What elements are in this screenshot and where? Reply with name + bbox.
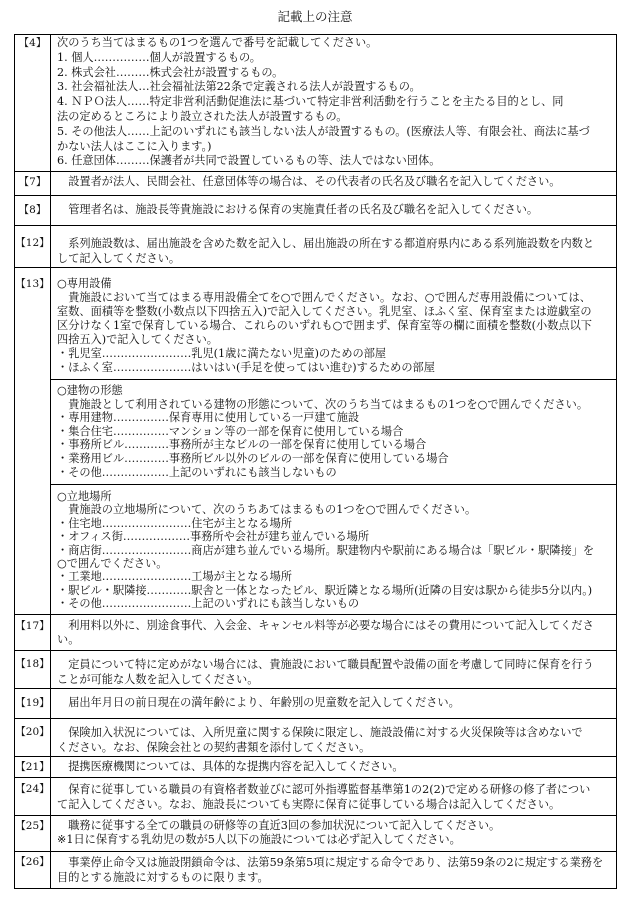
location-heading: ○立地場所: [57, 490, 112, 503]
note-13-location: [51, 485, 617, 615]
note-24-text: 保育に従事している職員の有資格者数並びに認可外指導監督基準第1の2(2)で定める研修の修了者につい て記入してください。なお、施設長についても実際に保育に従事している場合は記入してください。: [57, 783, 591, 811]
location-item: ・オフィス街………………事務所や会社が建ち並んでいる場所: [57, 530, 370, 544]
notes-table: [14, 34, 617, 889]
facilities-item: ・ほふく室…………………はいはい(手足を使ってはい進む)するための部屋: [57, 361, 435, 374]
location-item: ・工業地……………………工場が主となる場所: [57, 570, 292, 584]
note-label-8: 【8】: [15, 196, 51, 226]
note-label-13: 【13】: [15, 268, 51, 615]
note-label-19: 【19】: [15, 689, 51, 719]
note-content-26: [51, 852, 617, 889]
facilities-text: 貴施設において当てはまる専用設備全てを○で囲んでください。なお、○で囲んだ専用設備については、 室数、面積等を整数(小数点以下四捨五入)で記入してください。乳児室、ほふく室、保育室または遊戯室の 区分けなく1室で保育している場合、これらのいずれも○で囲まず、保育室等の欄に面積を整数(小数点以下 四捨五入)で記入してください。: [57, 291, 592, 346]
note-content-20: [51, 719, 617, 757]
note-20-text: 保険加入状況については、入所児童に関する保険に限定し、施設設備に対する火災保険等は含めないで ください。なお、保険会社との契約書類を添付してください。: [57, 726, 583, 754]
note-19-text: 届出年月日の前日現在の満年齢により、年齢別の児童数を記入してください。: [68, 696, 460, 709]
note-8-text: 管理者名は、施設長等貴施設における保育の実施責任者の氏名及び職名を記入してください。: [68, 203, 539, 216]
note-7-text: 設置者が法人、民間会社、任意団体等の場合は、その代表者の氏名及び職名を記入してください。: [68, 175, 561, 188]
building-heading: ○建物の形態: [57, 384, 123, 397]
location-item: ・駅ビル・駅隣接…………駅舎と一体となったビル、駅近隣となる場所(近隣の目安は駅から徒歩5分以内。): [57, 583, 593, 597]
note-content-7: [51, 172, 617, 196]
note-content-18: [51, 651, 617, 689]
option-item-2: 2. 株式会社………株式会社が設置するもの。: [57, 65, 284, 79]
location-item: ・その他……………………上記のいずれにも該当しないもの: [57, 597, 360, 611]
option-item-5: 5. その他法人……上記のいずれにも該当しない法人が設置するもの。(医療法人等、有限会社、商法に基づ かない法人はここに入ります。): [57, 124, 590, 153]
note-13-building: [51, 380, 617, 485]
building-text: 貴施設として利用されている建物の形態について、次のうち当てはまるもの1つを○で囲んでください。: [68, 397, 589, 411]
note-label-20: 【20】: [15, 719, 51, 757]
note-17-text: 利用料以外に、別途食事代、入会金、キャンセル料等が必要な場合にはその費用について記入してくださ い。: [57, 619, 594, 646]
note-label-17: 【17】: [15, 615, 51, 651]
note-content-17: [51, 615, 617, 651]
note-label-7: 【7】: [15, 172, 51, 196]
note-label-25: 【25】: [15, 816, 51, 852]
note-21-text: 提携医療機関については、具体的な提携内容を記入してください。: [68, 760, 404, 773]
note-content-21: [51, 757, 617, 778]
option-item-3: 3. 社会福祉法人…社会福祉法第22条で定義される法人が設置するもの。: [57, 80, 421, 94]
note-content-12: [51, 226, 617, 268]
note-content-25: [51, 816, 617, 852]
note-12-text: 系列施設数は、届出施設を含めた数を記入し、届出施設の所在する都道府県内にある系列施設数を内数と して記入してください。: [57, 237, 595, 265]
building-item: ・専用建物……………保育専用に使用している一戸建て施設: [57, 411, 360, 425]
note-content-4: [51, 35, 617, 172]
note-label-18: 【18】: [15, 651, 51, 689]
note-content-8: [51, 196, 617, 226]
option-item-1: 1. 個人……………個人が設置するもの。: [57, 50, 261, 64]
note-label-12: 【12】: [15, 226, 51, 268]
location-item: ・住宅地……………………住宅が主となる場所: [57, 516, 292, 530]
note-label-4: 【4】: [15, 35, 51, 172]
note-25-text: 職務に従事する全ての職員の研修等の直近3回の参加状況について記入してください。 ※1日に保育する乳幼児の数が5人以下の施設については必ず記入してください。: [57, 819, 501, 846]
note-label-24: 【24】: [15, 778, 51, 816]
option-item-4: 4. ＮＰＯ法人……特定非営利活動促進法に基づいて特定非営利活動を行うことを主たる目的とし、同 法の定めるところにより設立された法人が設置するもの。: [57, 95, 564, 123]
facilities-heading: ○専用設備: [57, 277, 112, 290]
facilities-item: ・乳児室……………………乳児(1歳に満たない児童)のための部屋: [57, 347, 387, 360]
note-13-facilities: [51, 268, 617, 380]
page-title: 記載上の注意: [277, 9, 353, 24]
location-text: 貴施設の立地場所について、次のうちあてはまるもの1つを○で囲んでください。: [68, 503, 477, 517]
building-item: ・事務所ビル…………事務所が主なビルの一部を保育に使用している場合: [57, 438, 427, 452]
note-label-26: 【26】: [15, 852, 51, 889]
building-item: ・業務用ビル…………事務所ビル以外のビルの一部を保育に使用している場合: [57, 451, 449, 465]
note-label-21: 【21】: [15, 757, 51, 778]
building-item: ・その他………………上記のいずれにも該当しないもの: [57, 465, 337, 479]
building-item: ・集合住宅……………マンション等の一部を保育に使用している場合: [57, 424, 404, 438]
note-4-intro: 次のうち当てはまるもの1つを選んで番号を記載してください。: [57, 36, 378, 49]
location-item: ・商店街……………………商店が建ち並んでいる場所。駅建物内や駅前にある場合は「駅ビル・駅隣接」を ○で囲んでください。: [57, 543, 595, 571]
option-item-6: 6. 任意団体………保護者が共同で設置しているもの等、法人ではない団体。: [57, 154, 441, 168]
note-content-24: [51, 778, 617, 816]
note-18-text: 定員について特に定めがない場合には、貴施設において職員配置や設備の面を考慮して同時に保育を行う ことが可能な人数を記入してください。: [57, 658, 594, 686]
note-content-19: [51, 689, 617, 719]
note-26-text: 事業停止命令又は施設閉鎖命令は、法第59条第5項に規定する命令であり、法第59条の2に規定する業務を 目的とする施設に対するものに限ります。: [57, 856, 604, 884]
